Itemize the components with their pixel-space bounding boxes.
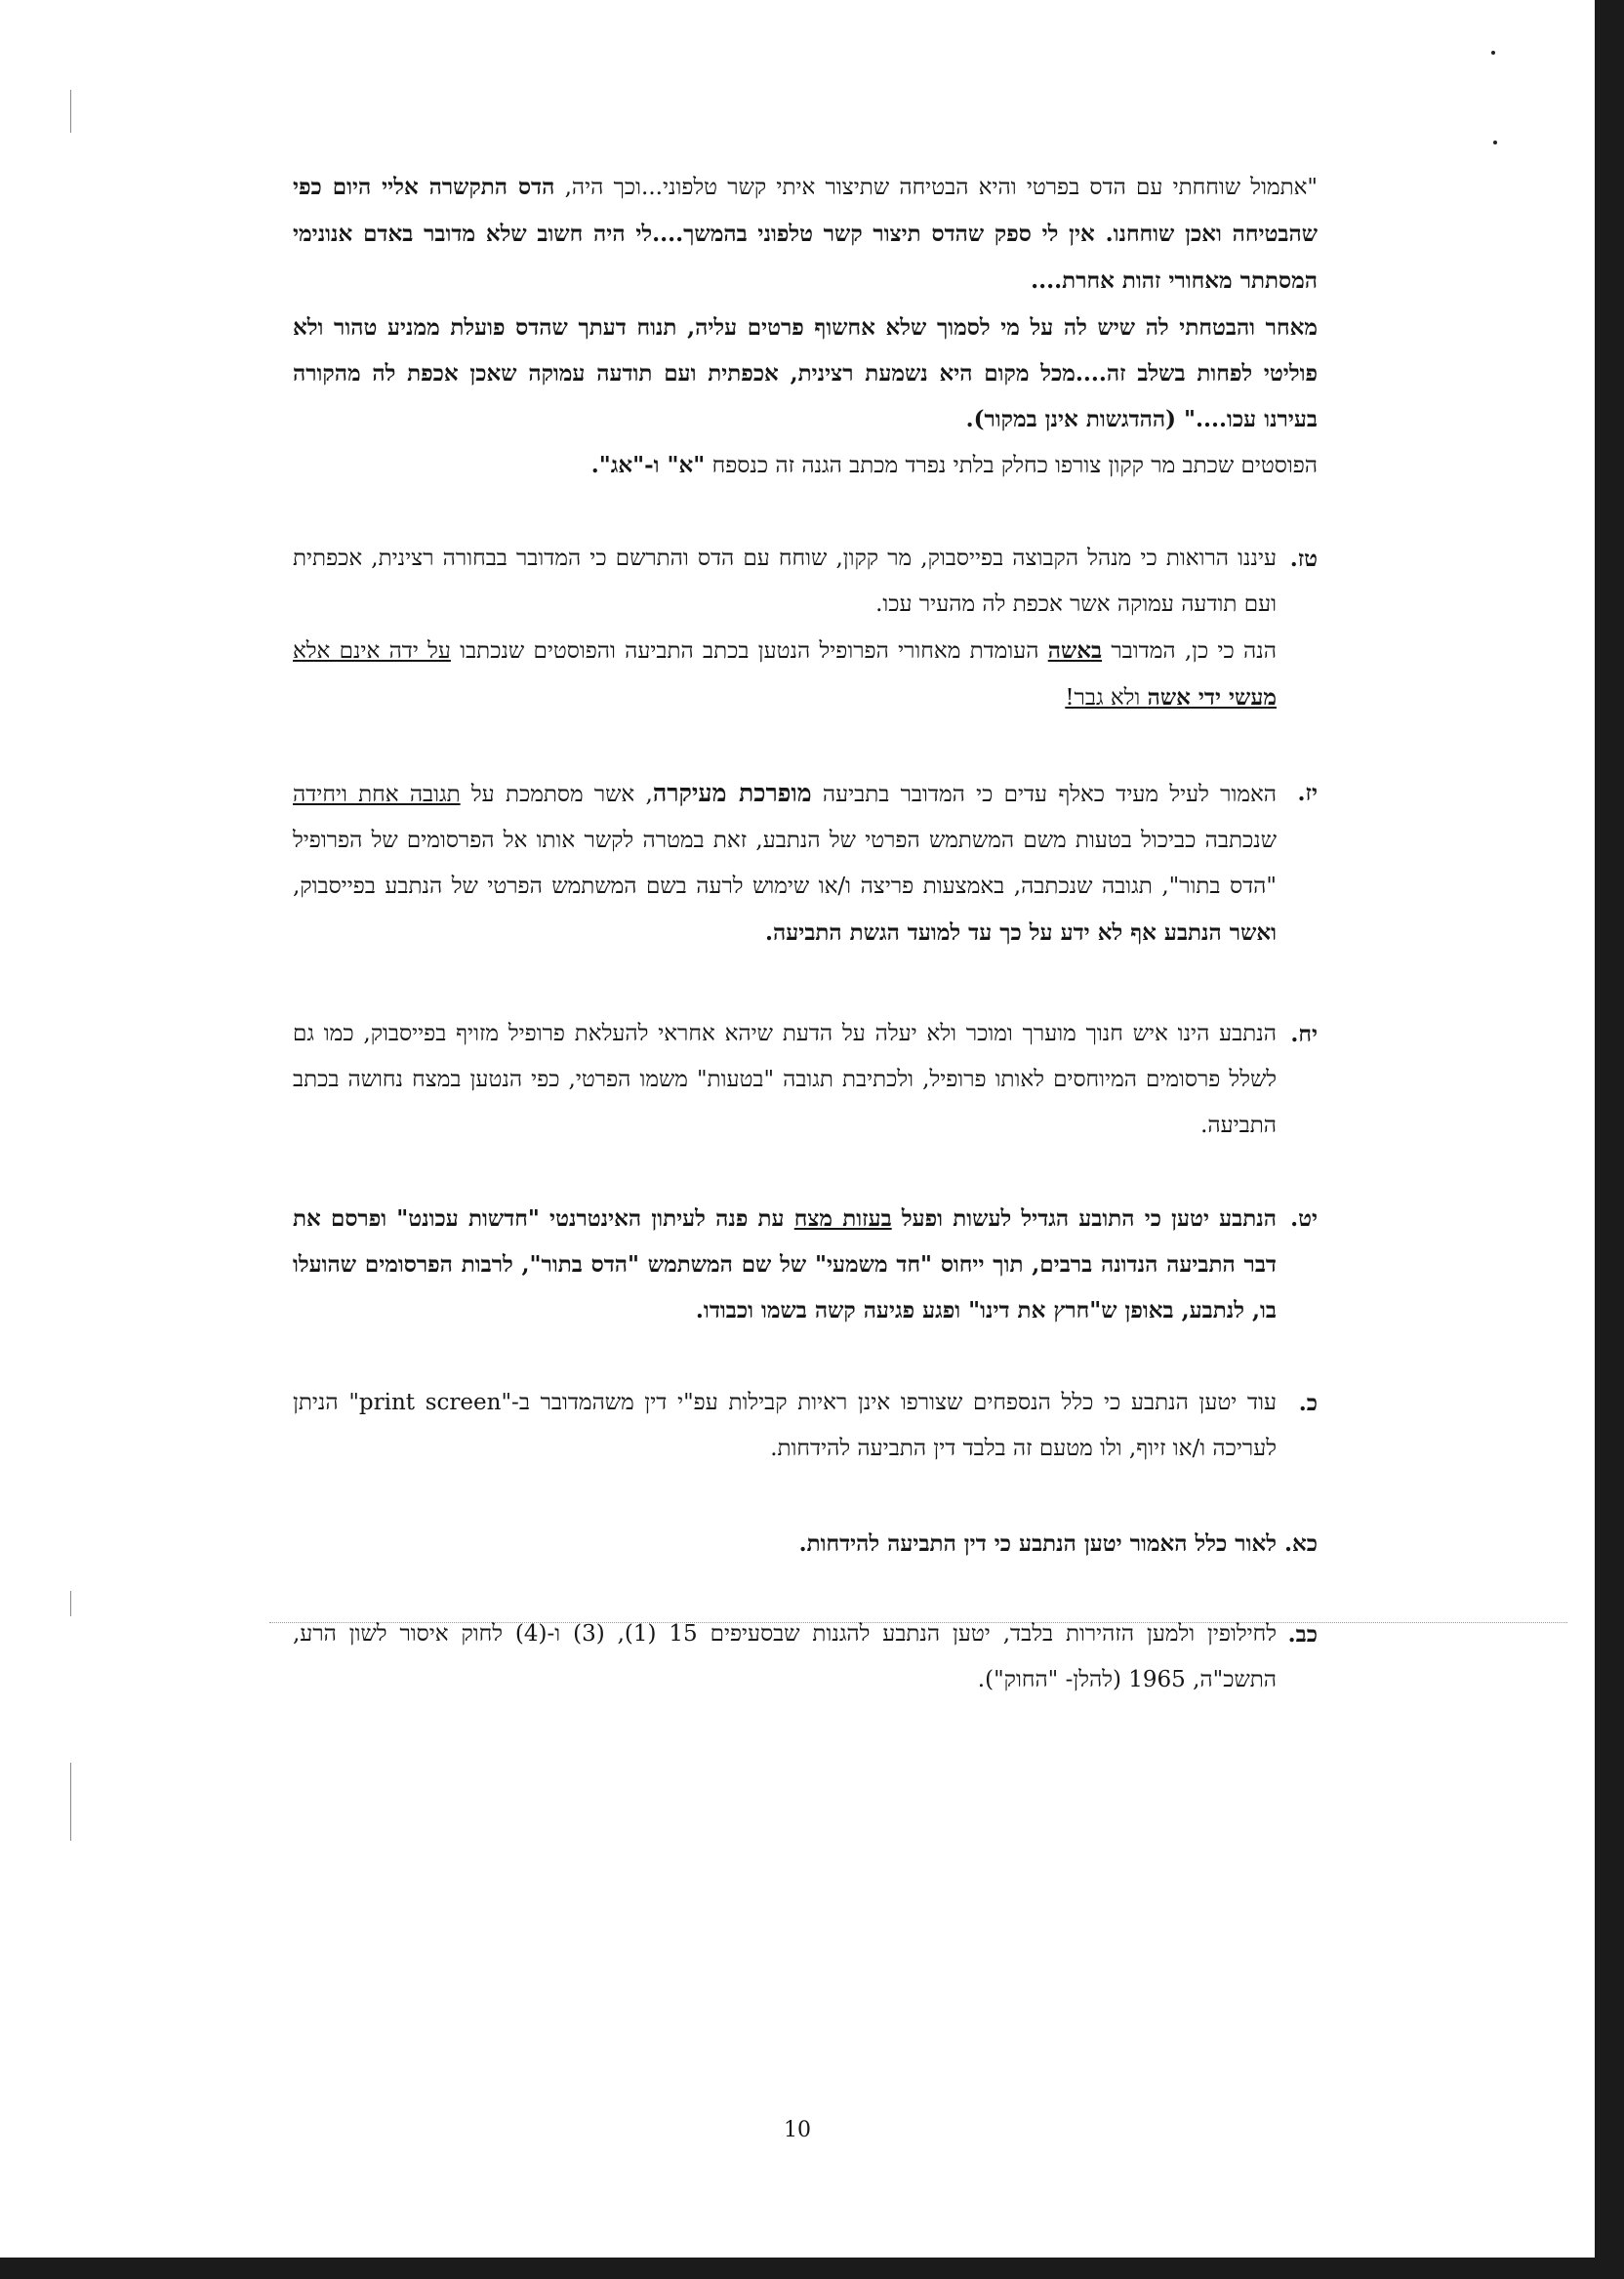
attachment-text: הפוסטים שכתב מר קקון צורפו כחלק בלתי נפרד מכתב הגנה זה כנספח: [705, 453, 1318, 478]
scan-mark-left-top: [70, 90, 71, 133]
section-text: הנתבע הינו איש חנוך מוערך ומוכר ולא יעלה על הדעת שיהא אחראי להעלאת פרופיל מזויף בפייסבוק, כמו גם לשלל פרסומים המיוחסים לאותו פרופיל, ולכתיבת תגובה "בטעות" משמו הפרטי, כפי הנטען במצח נחושה בכתב התביעה.: [293, 1021, 1277, 1138]
text-b: מופרכת מעיקרה: [652, 779, 812, 807]
section-21: [293, 1521, 1318, 1567]
page-number: 10: [784, 2118, 811, 2142]
section-text: לחילופין ולמען הזהירות בלבד, יטען הנתבע להגנות שבסעיפים 15 (1), (3) ו-(4) לחוק איסור לשון הרע, התשכ"ה, 1965 (להלן- "החוק").: [293, 1621, 1278, 1692]
sub-emph-2: מעשי ידי אשה: [1147, 684, 1277, 711]
sub-text: הנה כי כן, המדובר: [1102, 638, 1277, 664]
quote-bold-text: הדס התקשרה אליי היום כפי שהבטיחה ואכן שוחחנו. אין לי ספק שהדס תיצור קשר טלפוני בהמשך....לי היה חשוב שלא מדובר באדם אנונימי המסתתר מאחורי זהות אחרת....: [293, 174, 1318, 294]
scan-dot-2: [1493, 141, 1497, 144]
section-text: עוד יטען הנתבע כי כלל הנספחים שצורפו אינן ראיות קבילות עפ"י דין משהמדובר ב-"print screen" הניתן לעריכה ו/או זיוף, ולו מטעם זה בלבד דין התביעה להידחות.: [293, 1390, 1277, 1461]
section-number: כ.: [1298, 1390, 1318, 1416]
sub-emph: באשה: [1047, 637, 1103, 664]
section-text: לאור כלל האמור יטען הנתבע כי דין התביעה להידחות.: [798, 1530, 1277, 1557]
section-16: [293, 536, 1318, 628]
scan-mark-left-low: [70, 1763, 71, 1841]
text-a: האמור לעיל מעיד כאלף עדים כי המדובר בתביעה: [811, 782, 1277, 807]
attachment-ref: "א" ו-"אג".: [590, 452, 706, 478]
text-b: בעזות מצח: [793, 1205, 892, 1232]
sub-text-2: העומדת מאחורי הפרופיל הנטען בכתב התביעה והפוסטים שנכתבו: [450, 638, 1048, 664]
section-16-sub: [293, 628, 1318, 721]
text-c: עת פנה לעיתון האינטרנטי "חדשות עכונט" ופרסם את דבר התביעה הנדונה ברבים, תוך ייחוס "חד משמעי" של שם המשתמש "הדס בתור", לרבות הפרסומים שהועלו בו, לנתבע, באופן ש"חרץ את דינו" ופגע פגיעה קשה בשמו וכבודו.: [293, 1205, 1277, 1323]
section-text: [293, 770, 1277, 956]
sub-underline-2: ולא גבר!: [1065, 685, 1148, 711]
section-text: עיננו הרואות כי מנהל הקבוצה בפייסבוק, מר קקון, שוחח עם הדס והתרשם כי המדובר בבחורה רצינית, אכפתית ועם תודעה עמוקה אשר אכפת לה מהעיר עכו.: [293, 546, 1277, 617]
text-f: ואשר הנתבע אף לא ידע על כך עד למועד הגשת התביעה.: [765, 919, 1277, 946]
scan-mark-left-mid: [70, 1591, 71, 1616]
quote-paragraph-2: מאחר והבטחתי לה שיש לה על מי לסמוך שלא אחשוף פרטים עליה, תנוח דעתך שהדס פועלת ממניע טהור ולא פוליטי לפחות בשלב זה....מכל מקום היא נשמעת רצינית, אכפתית ועם תודעה עמוקה שאכן אכפת לה מהקורה בעירנו עכו...." (ההדגשות אינן במקור).: [293, 314, 1318, 432]
section-number: יח.: [1290, 1021, 1318, 1047]
section-number: טז.: [1289, 546, 1318, 572]
section-number: כא.: [1283, 1530, 1318, 1557]
document-body: [293, 164, 1318, 1703]
quote-paragraph-1: [293, 164, 1318, 305]
section-number: כב.: [1287, 1621, 1318, 1648]
section-20: [293, 1380, 1318, 1472]
section-17: [293, 770, 1318, 956]
section-19: [293, 1196, 1318, 1333]
quote-text: "אתמול שוחחתי עם הדס בפרטי והיא הבטיחה שתיצור איתי קשר טלפוני...וכך היה,: [554, 175, 1318, 200]
section-18: [293, 1011, 1318, 1149]
section-22: [293, 1611, 1318, 1703]
scan-dot-1: [1491, 51, 1495, 55]
text-e: שנכתבה כביכול בטעות משם המשתמש הפרטי של הנתבע, זאת במטרה לקשר אותו אל הפרסומים של הפרופיל "הדס בתור", תגובה שנכתבה, באמצעות פריצה ו/או שימוש לרעה בשם המשתמש הפרטי של הנתבע בפייסבוק,: [293, 828, 1277, 899]
attachment-note: [293, 442, 1318, 489]
text-a: הנתבע יטען כי התובע הגדיל לעשות ופעל: [891, 1205, 1277, 1232]
text-d: תגובה אחת ויחידה: [293, 782, 461, 807]
text-c: , אשר מסתמכת על: [460, 782, 653, 807]
section-number: יז.: [1297, 780, 1318, 806]
section-number: יט.: [1290, 1205, 1318, 1232]
sub-underline: על ידה אינם אלא: [293, 638, 451, 664]
section-text: [293, 1196, 1277, 1333]
